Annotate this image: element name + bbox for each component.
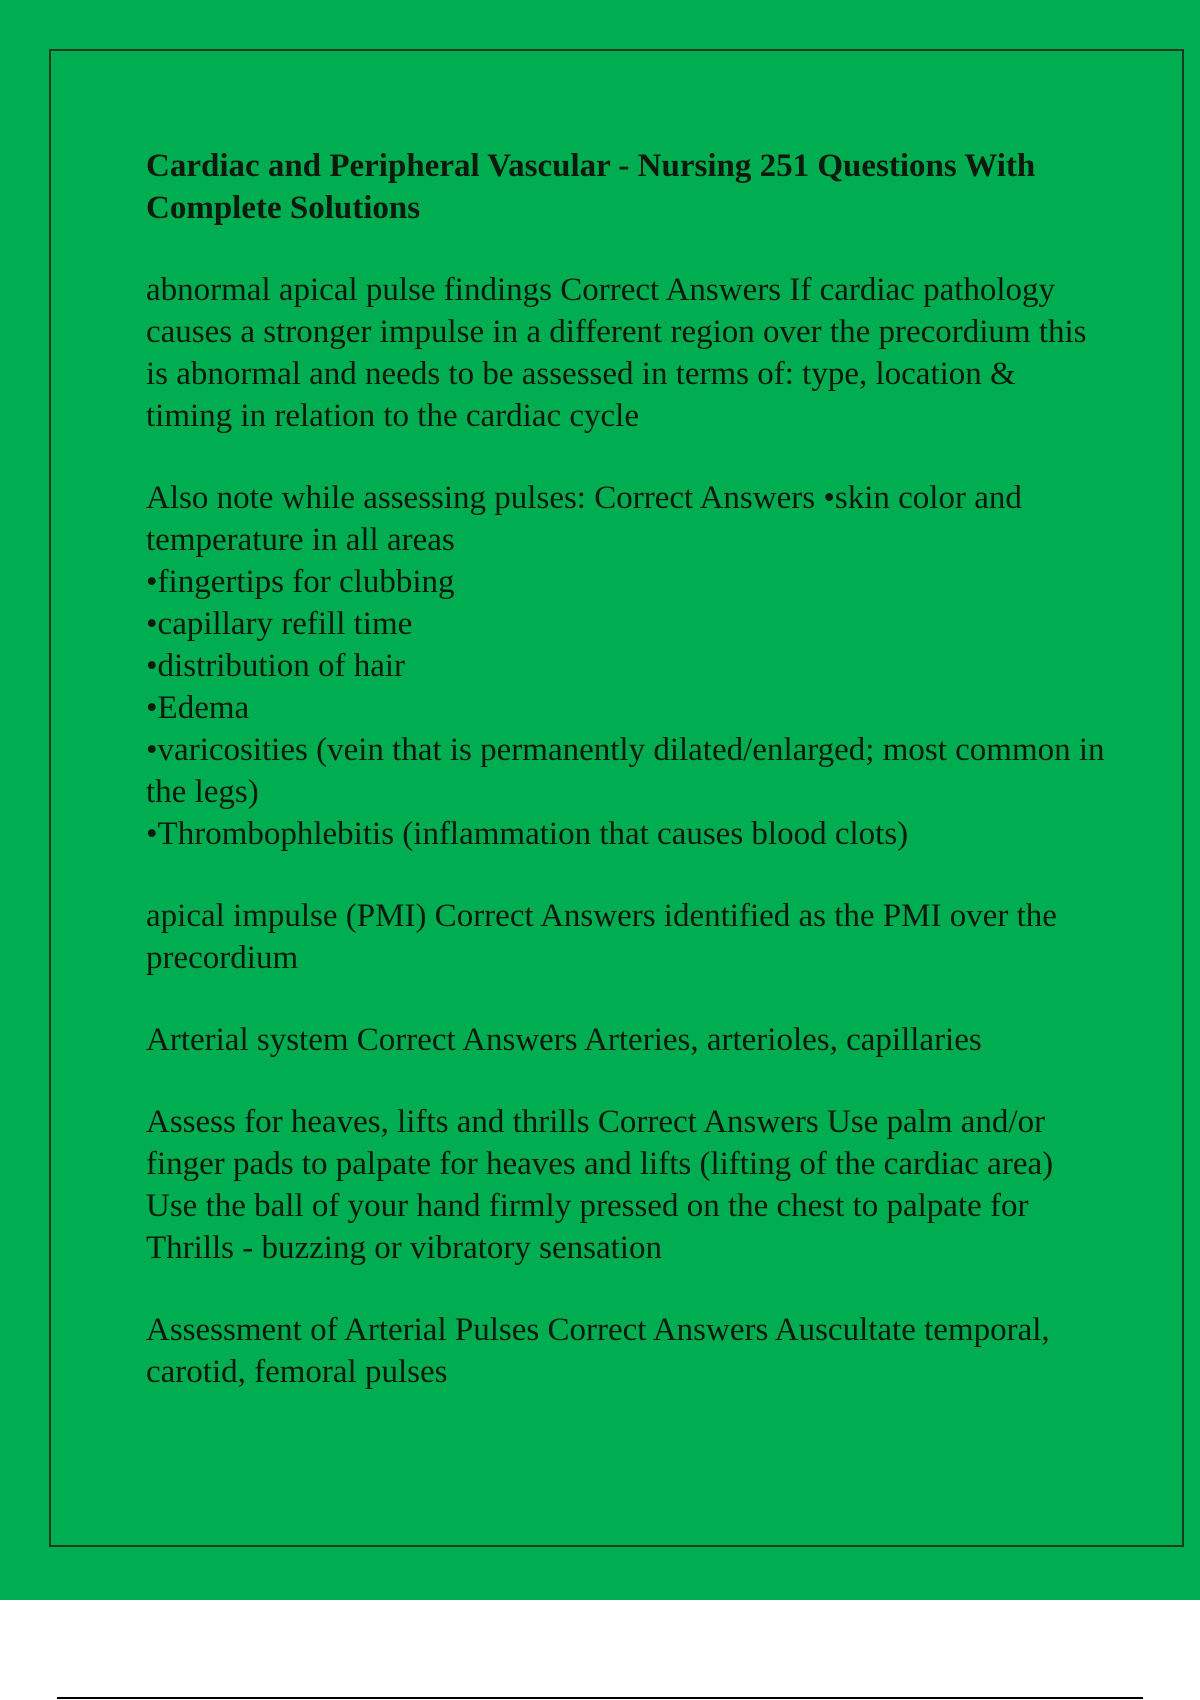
qa-entry-apical-impulse — [146, 895, 1106, 979]
qa-text: abnormal apical pulse findings Correct Answers If cardiac pathology causes a stronger impulse in a different region over the precordium this is abnormal and needs to be assessed in terms of: type, location & timing in relation to the cardiac cycle — [146, 272, 1087, 434]
document-title: Cardiac and Peripheral Vascular - Nursing 251 Questions With Complete Solutions — [146, 148, 1036, 226]
qa-text: Also note while assessing pulses: Correct Answers •skin color and temperature in all areas — [146, 480, 1022, 558]
qa-entry-arterial-pulses — [146, 1309, 1106, 1393]
qa-text: Arterial system Correct Answers Arteries, arterioles, capillaries — [146, 1022, 982, 1058]
qa-entry-arterial-system — [146, 1019, 1106, 1061]
bullet-item: •Edema — [146, 690, 250, 726]
document-content — [146, 145, 1106, 1433]
qa-text: Assess for heaves, lifts and thrills Correct Answers Use palm and/or finger pads to palpate for heaves and lifts (lifting of the cardiac area) — [146, 1104, 1054, 1182]
bullet-item: •varicosities (vein that is permanently dilated/enlarged; most common in the legs) — [146, 732, 1105, 810]
page-separator-line — [57, 1697, 1143, 1699]
bullet-item: •fingertips for clubbing — [146, 564, 455, 600]
bullet-item: •Thrombophlebitis (inflammation that causes blood clots) — [146, 816, 909, 852]
qa-text: apical impulse (PMI) Correct Answers identified as the PMI over the precordium — [146, 898, 1057, 976]
qa-text: Assessment of Arterial Pulses Correct Answers Auscultate temporal, carotid, femoral pulses — [146, 1312, 1050, 1390]
qa-entry-abnormal-apical-pulse — [146, 269, 1106, 437]
bullet-item: •distribution of hair — [146, 648, 406, 684]
qa-entry-assessing-pulses — [146, 477, 1106, 855]
bullet-item: •capillary refill time — [146, 606, 413, 642]
qa-entry-heaves-lifts-thrills — [146, 1101, 1106, 1269]
qa-text: Use the ball of your hand firmly pressed on the chest to palpate for Thrills - buzzing or vibratory sensation — [146, 1188, 1029, 1266]
